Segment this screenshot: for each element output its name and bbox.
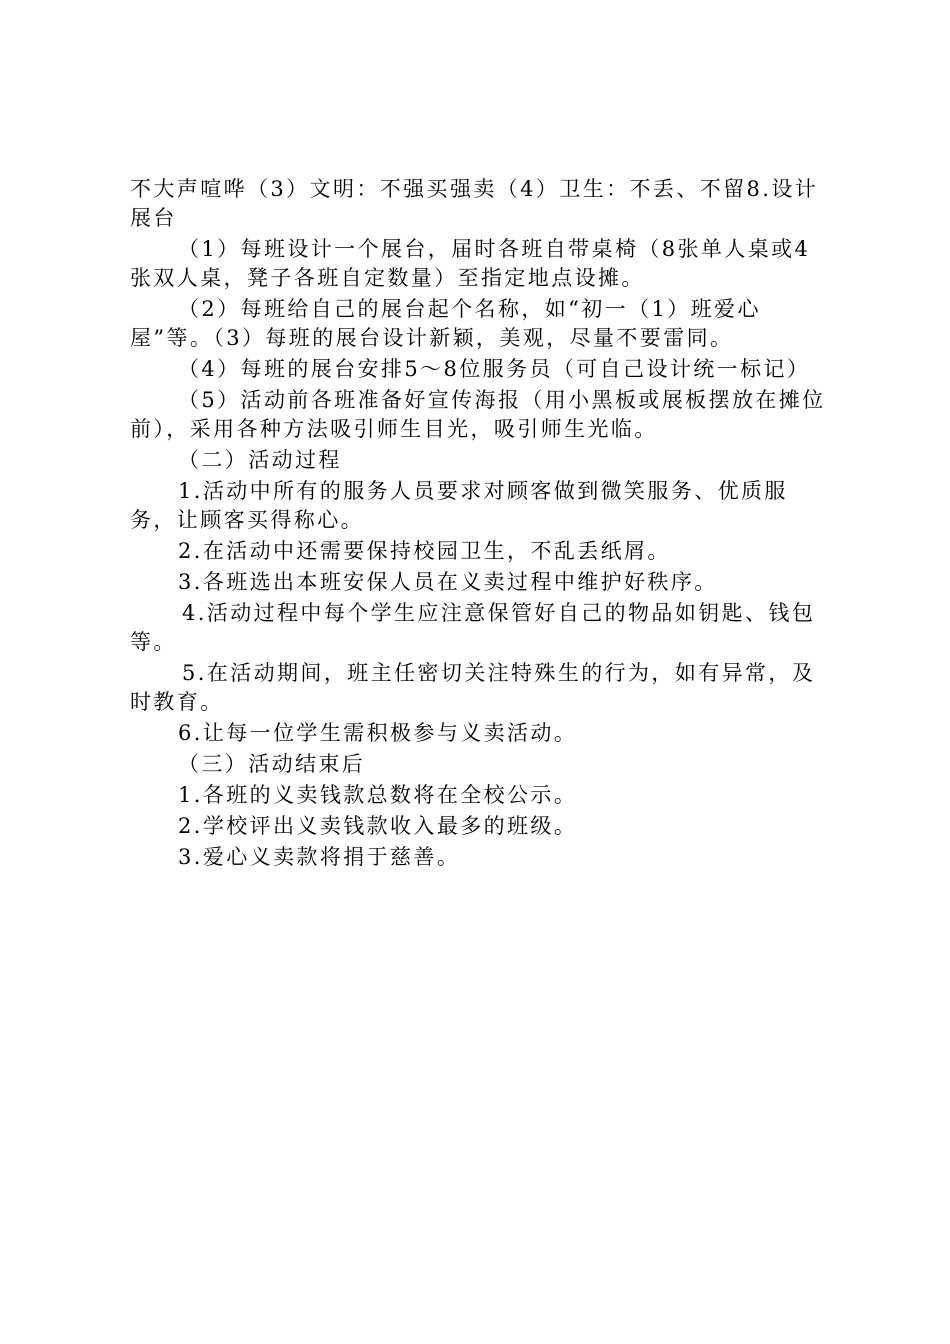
paragraph-process-1: 1.活动中所有的服务人员要求对顾客做到微笑服务、优质服务，让顾客买得称心。: [130, 479, 788, 532]
document-body: [130, 175, 830, 874]
section-heading-after: （三）活动结束后: [178, 752, 366, 776]
paragraph-booth-1: （1）每班设计一个展台，届时各班自带桌椅（8张单人桌或4张双人桌，凳子各班自定数量）至指定地点设摊。: [130, 237, 811, 290]
paragraph-rules-continued: 不大声喧哗（3）文明：不强买强卖（4）卫生：不丢、不留8.设计展台: [130, 177, 819, 230]
paragraph-after-1: 1.各班的义卖钱款总数将在全校公示。: [178, 783, 578, 807]
paragraph-booth-2: （2）每班给自己的展台起个名称，如“初一（1）班爱心屋”等。（3）每班的展台设计新颖，美观，尽量不要雷同。: [130, 297, 761, 350]
paragraph-process-4: 4.活动过程中每个学生应注意保管好自己的物品如钥匙、钱包等。: [130, 601, 816, 654]
paragraph-after-3: 3.爱心义卖款将捐于慈善。: [178, 845, 461, 869]
paragraph-process-5: 5.在活动期间，班主任密切关注特殊生的行为，如有异常，及时教育。: [130, 661, 816, 714]
paragraph-after-2: 2.学校评出义卖钱款收入最多的班级。: [178, 814, 578, 838]
section-heading-process: （二）活动过程: [178, 448, 342, 472]
paragraph-booth-5: （5）活动前各班准备好宣传海报（用小黑板或展板摆放在摊位前），采用各种方法吸引师生目光，吸引师生光临。: [130, 388, 826, 441]
paragraph-process-6: 6.让每一位学生需积极参与义卖活动。: [178, 721, 578, 745]
paragraph-booth-4: （4）每班的展台安排5～8位服务员（可自己设计统一标记）: [178, 357, 811, 381]
paragraph-process-3: 3.各班选出本班安保人员在义卖过程中维护好秩序。: [178, 570, 718, 594]
paragraph-process-2: 2.在活动中还需要保持校园卫生，不乱丢纸屑。: [178, 539, 671, 563]
